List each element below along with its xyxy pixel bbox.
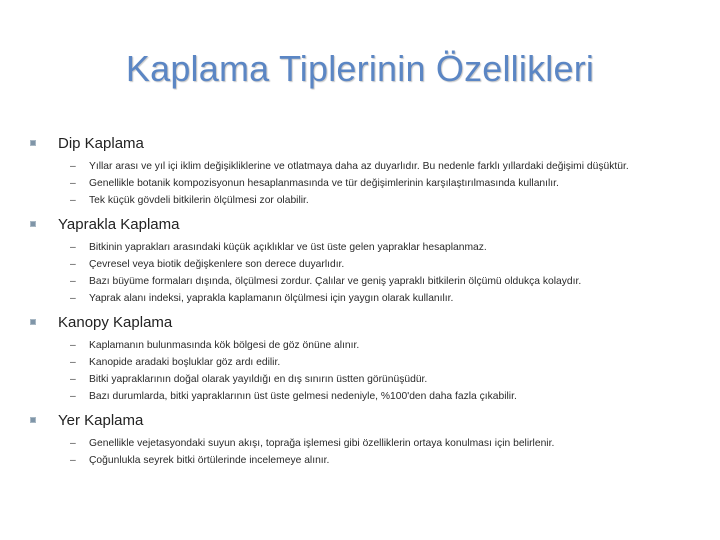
list-item-text: Genellikle botanik kompozisyonun hesaplanmasında ve tür değişimlerinin karşılaştırılmasında kullanılır. xyxy=(89,178,559,189)
dash-icon: – xyxy=(70,242,76,253)
sub-list xyxy=(30,239,700,307)
dash-icon: – xyxy=(70,374,76,385)
section-kanopy-kaplama xyxy=(30,313,700,405)
list-item-text: Bitki yapraklarının doğal olarak yayıldığı en dış sınırın üstten görünüşüdür. xyxy=(89,374,428,385)
square-bullet-icon xyxy=(30,319,36,325)
sub-list xyxy=(30,435,700,469)
section-heading xyxy=(30,313,700,333)
section-dip-kaplama xyxy=(30,134,700,209)
sub-list xyxy=(30,337,700,405)
section-heading xyxy=(30,411,700,431)
list-item xyxy=(30,452,700,469)
list-item-text: Tek küçük gövdeli bitkilerin ölçülmesi zor olabilir. xyxy=(89,195,309,206)
section-yaprakla-kaplama xyxy=(30,215,700,307)
dash-icon: – xyxy=(70,438,76,449)
list-item xyxy=(30,175,700,192)
section-heading xyxy=(30,215,700,235)
list-item xyxy=(30,239,700,256)
list-item-text: Çevresel veya biotik değişkenlere son derece duyarlıdır. xyxy=(89,259,345,270)
dash-icon: – xyxy=(70,259,76,270)
list-item xyxy=(30,337,700,354)
sub-list xyxy=(30,158,700,209)
list-item-text: Yaprak alanı indeksi, yaprakla kaplamanın ölçülmesi için yaygın olarak kullanılır. xyxy=(89,293,454,304)
list-item-text: Genellikle vejetasyondaki suyun akışı, toprağa işlemesi gibi özelliklerin ortaya konulması için belirlenir. xyxy=(89,438,555,449)
dash-icon: – xyxy=(70,178,76,189)
list-item xyxy=(30,354,700,371)
square-bullet-icon xyxy=(30,221,36,227)
list-item xyxy=(30,388,700,405)
list-item-text: Kanopide aradaki boşluklar göz ardı edilir. xyxy=(89,357,281,368)
dash-icon: – xyxy=(70,340,76,351)
list-item xyxy=(30,273,700,290)
list-item-text: Bazı durumlarda, bitki yapraklarının üst üste gelmesi nedeniyle, %100'den daha fazla çıkabilir. xyxy=(89,391,517,402)
slide-title: Kaplama Tiplerinin Özellikleri xyxy=(125,48,595,89)
section-heading-text: Dip Kaplama xyxy=(58,135,144,152)
list-item-text: Bazı büyüme formaları dışında, ölçülmesi zordur. Çalılar ve geniş yapraklı bitkilerin ölçümü oldukça kolaydır. xyxy=(89,276,582,287)
section-heading-text: Yer Kaplama xyxy=(58,412,144,429)
dash-icon: – xyxy=(70,276,76,287)
section-yer-kaplama xyxy=(30,411,700,469)
list-item-text: Yıllar arası ve yıl içi iklim değişikliklerine ve otlatmaya daha az duyarlıdır. Bu nedenle farklı yıllardaki değişimi düşüktür. xyxy=(89,161,629,172)
section-heading xyxy=(30,134,700,154)
list-item xyxy=(30,158,700,175)
dash-icon: – xyxy=(70,195,76,206)
dash-icon: – xyxy=(70,357,76,368)
dash-icon: – xyxy=(70,455,76,466)
list-item xyxy=(30,290,700,307)
square-bullet-icon xyxy=(30,140,36,146)
dash-icon: – xyxy=(70,293,76,304)
dash-icon: – xyxy=(70,391,76,402)
list-item-text: Çoğunlukla seyrek bitki örtülerinde incelemeye alınır. xyxy=(89,455,330,466)
list-item-text: Kaplamanın bulunmasında kök bölgesi de göz önüne alınır. xyxy=(89,340,360,351)
list-item xyxy=(30,192,700,209)
slide-content xyxy=(30,134,700,469)
section-heading-text: Kanopy Kaplama xyxy=(58,314,173,331)
list-item xyxy=(30,256,700,273)
list-item xyxy=(30,371,700,388)
list-item-text: Bitkinin yaprakları arasındaki küçük açıklıklar ve üst üste gelen yapraklar hesaplanmaz. xyxy=(89,242,487,253)
section-heading-text: Yaprakla Kaplama xyxy=(58,216,180,233)
square-bullet-icon xyxy=(30,417,36,423)
list-item xyxy=(30,435,700,452)
dash-icon: – xyxy=(70,161,76,172)
